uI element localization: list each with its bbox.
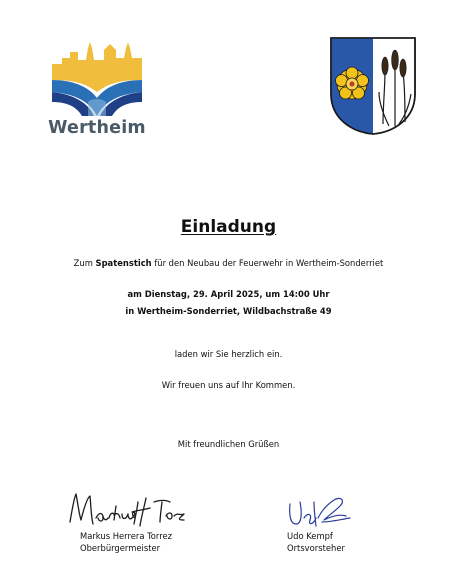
intro-prefix: Zum — [73, 258, 96, 268]
looking-forward-line: Wir freuen uns auf Ihr Kommen. — [161, 380, 296, 390]
wertheim-logo — [48, 40, 146, 140]
signature-right — [284, 492, 356, 534]
signer-right-role: Ortsvorsteher — [287, 543, 345, 553]
invitation-title: Einladung — [180, 217, 277, 237]
intro-highlight: Spatenstich — [95, 258, 152, 268]
wertheim-logo-icon — [48, 40, 146, 118]
intro-suffix: für den Neubau der Feuerwehr in Wertheim-Sonderriet — [151, 258, 384, 268]
closing-line: Mit freundlichen Grüßen — [177, 439, 280, 449]
intro-line — [0, 258, 457, 268]
place-line: in Wertheim-Sonderriet, Wildbachstraße 49 — [125, 306, 332, 316]
coat-of-arms-icon — [329, 36, 417, 136]
signer-left-name: Markus Herrera Torrez — [80, 531, 173, 541]
coat-of-arms — [329, 36, 417, 136]
signer-left-role: Oberbürgermeister — [80, 543, 161, 553]
signer-right — [287, 530, 345, 554]
date-line: am Dienstag, 29. April 2025, um 14:00 Uhr — [127, 289, 330, 299]
signer-right-name: Udo Kempf — [287, 531, 333, 541]
invite-line: laden wir Sie herzlich ein. — [174, 349, 283, 359]
signature-left — [66, 488, 190, 534]
logo-wordmark: Wertheim — [48, 118, 146, 138]
signer-left — [80, 530, 172, 554]
